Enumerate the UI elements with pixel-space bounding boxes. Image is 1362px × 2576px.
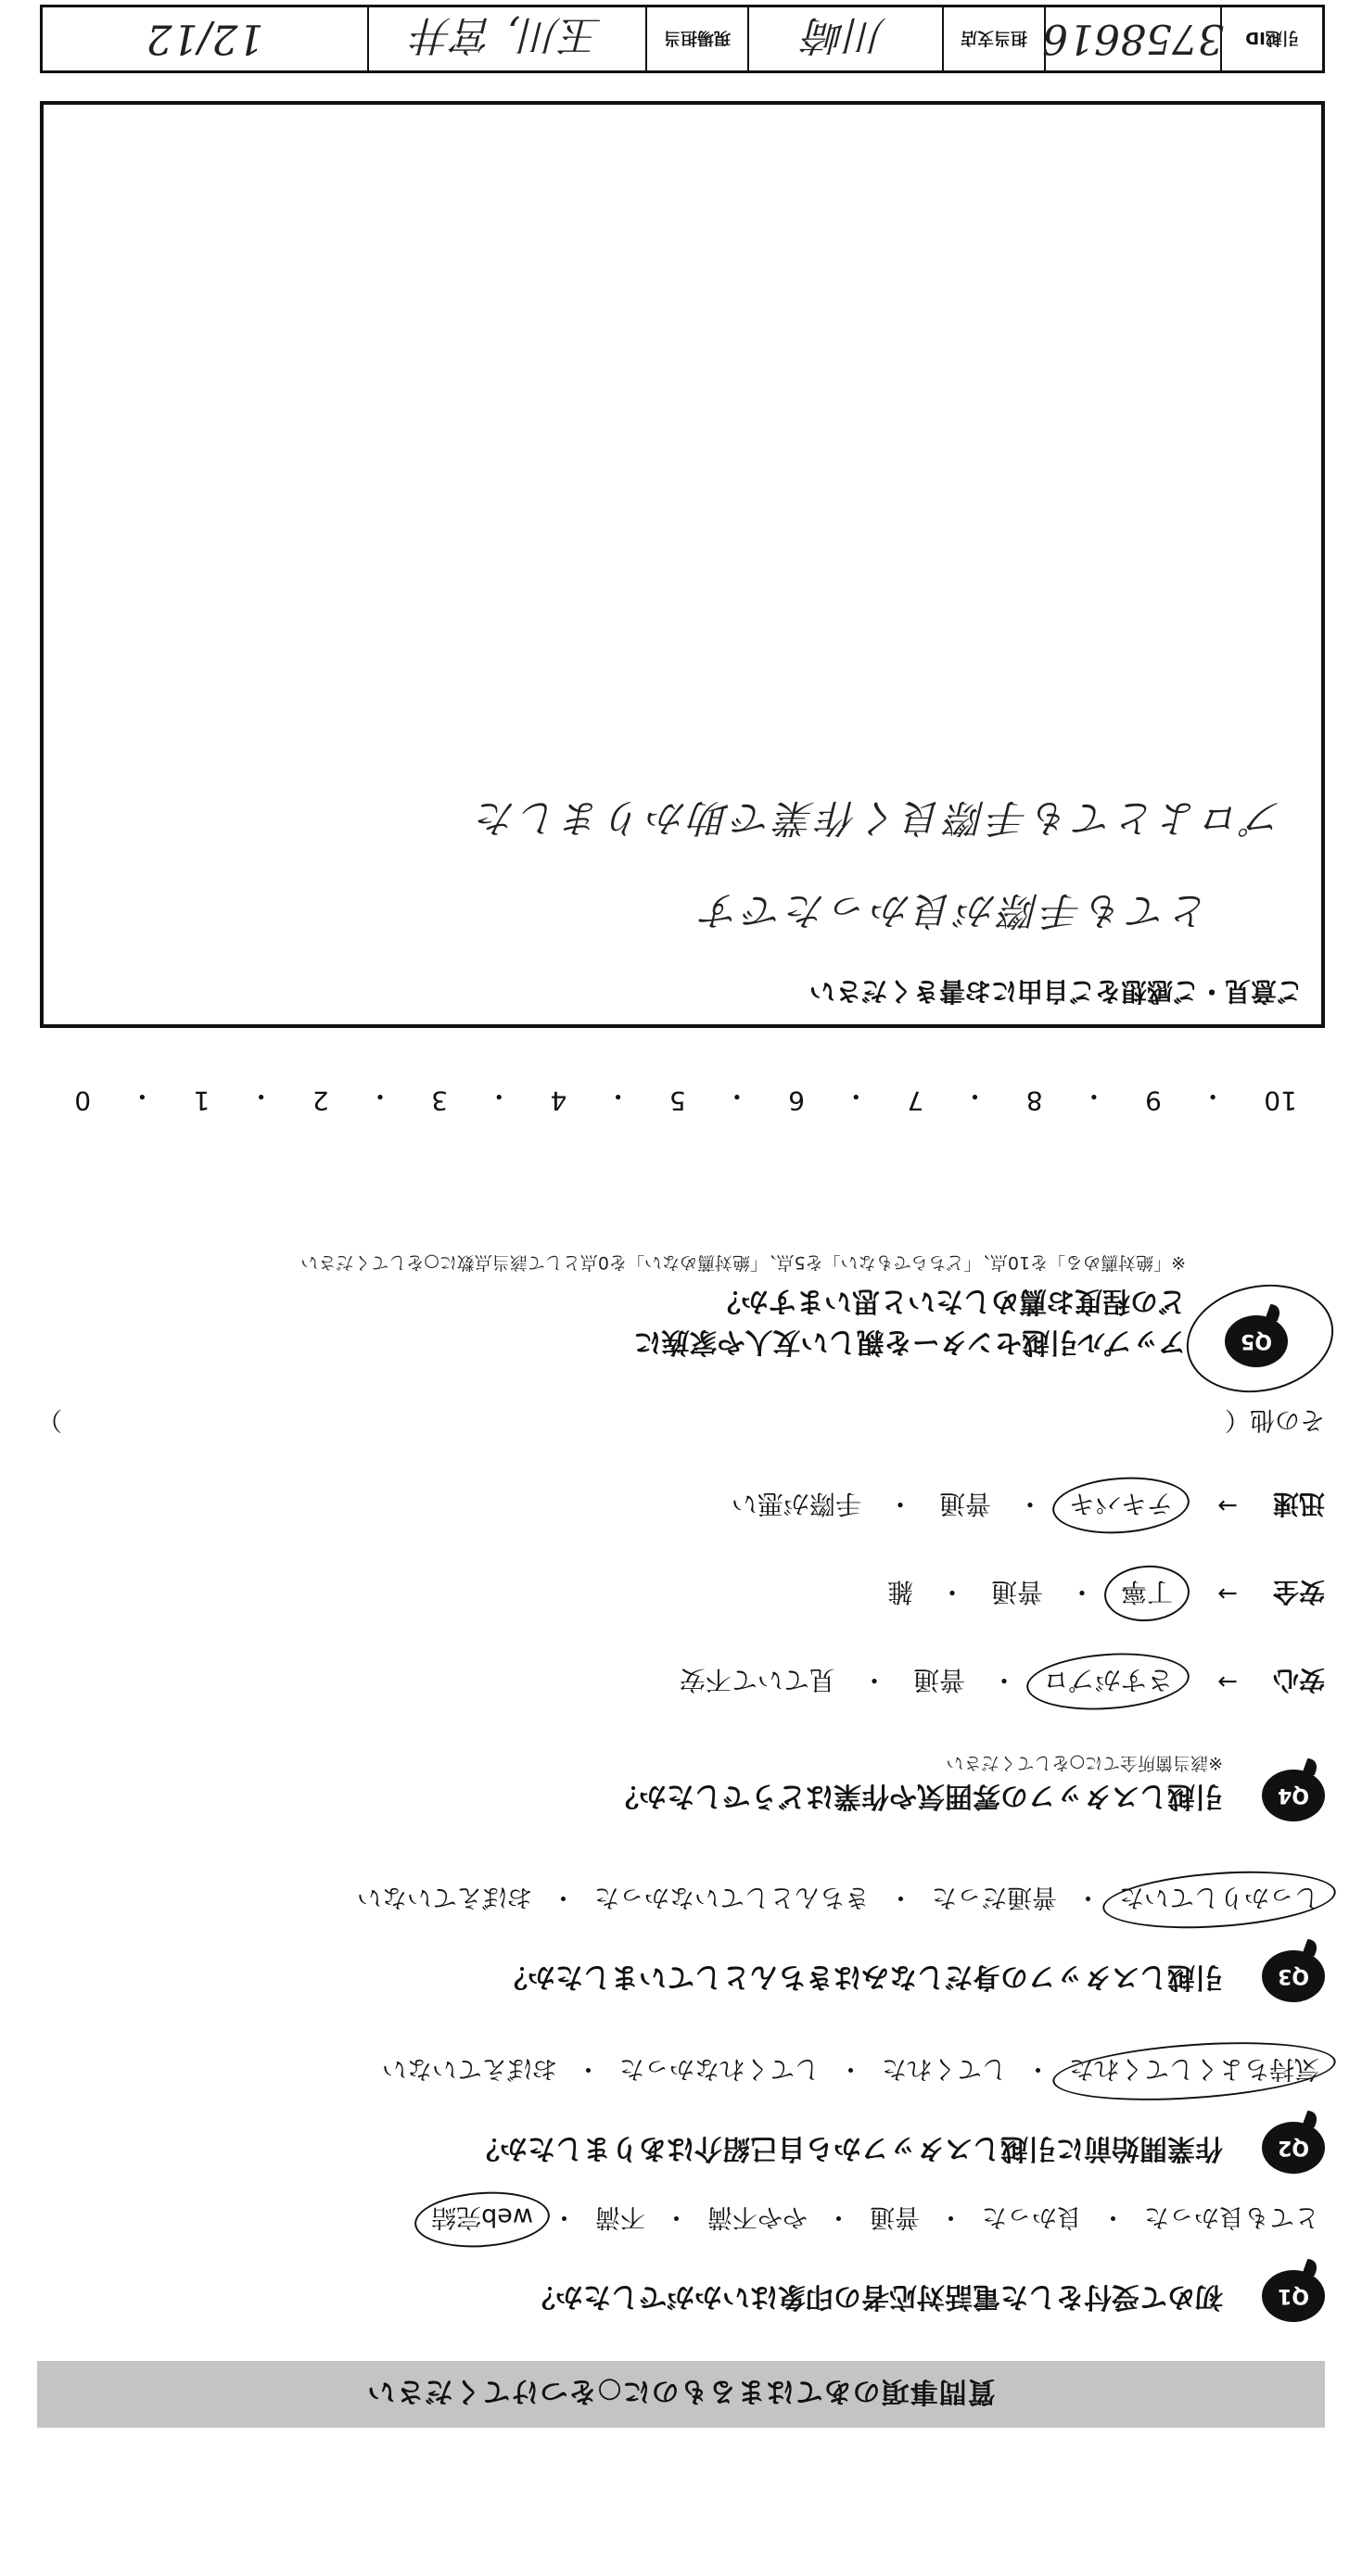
q4-option-selected[interactable]: テキパキ bbox=[1063, 1487, 1178, 1524]
q3-option-selected[interactable]: しっかりしていた bbox=[1114, 1882, 1325, 1918]
q4-row-anzen: 安全 → 丁寧 ・ 普通 ・ 雑 bbox=[37, 1575, 1325, 1612]
q4-row-label: 迅速 bbox=[1272, 1489, 1325, 1519]
comment-handwriting-line2: プロよとても手際良く作業で助かりました bbox=[473, 795, 1284, 841]
branch-label: 担当支店 bbox=[961, 28, 1027, 47]
q4-badge: Q4 bbox=[1262, 1770, 1325, 1821]
comment-title: ご意見・ご感想をご自由にお書きください bbox=[808, 976, 1303, 1007]
q1-options: とても良かった ・ 良かった ・ 普通 ・ やや不満 ・ 不満 ・ web完結 bbox=[37, 2202, 1325, 2238]
q2-badge: Q2 bbox=[1262, 2122, 1325, 2174]
arrow-icon: → bbox=[1217, 1580, 1238, 1607]
id-table bbox=[40, 5, 1325, 73]
q4-other-close: ） bbox=[37, 1405, 62, 1434]
scale-value[interactable]: 8 bbox=[1025, 1085, 1043, 1116]
q2-option[interactable]: してくれなかった bbox=[619, 2054, 820, 2083]
q1-option[interactable]: 良かった bbox=[982, 2202, 1082, 2231]
q5-text-line2: どの程度お薦めしたいと思いますか？ bbox=[713, 1285, 1186, 1317]
q4-option[interactable]: 普通 bbox=[912, 1665, 965, 1695]
scale-value[interactable]: 1 bbox=[193, 1085, 210, 1116]
q4-row-jinsoku: 迅速 → テキパキ ・ 普通 ・ 手際が悪い bbox=[37, 1487, 1325, 1524]
q3-option[interactable]: 普通だった bbox=[932, 1883, 1057, 1911]
q4-row-anshin: 安心 → さすがプロ ・ 普通 ・ 見ていて不安 bbox=[37, 1663, 1325, 1700]
q4-other-label[interactable]: その他（ bbox=[1225, 1405, 1325, 1434]
q3-options: しっかりしていた ・ 普通だった ・ きちんとしていなかった ・ おぼえていない bbox=[37, 1882, 1325, 1918]
q1-badge: Q1 bbox=[1262, 2270, 1325, 2322]
branch-value: 川崎 bbox=[805, 11, 886, 58]
instruction-banner: 質問事項のあてはまるものに○をつけてください bbox=[37, 2361, 1325, 2428]
q1-option-selected[interactable]: web完結 bbox=[426, 2202, 539, 2238]
q5-text-line1: アップル引越センターを親しい友人や家族に bbox=[633, 1326, 1186, 1358]
q2-option[interactable]: おぼえていない bbox=[382, 2054, 557, 2083]
q3-text: 引越しスタッフの身だしなみはきちんとしていましたか？ bbox=[500, 1961, 1223, 1993]
question-1 bbox=[37, 2276, 1310, 2316]
q5-badge: Q5 bbox=[1225, 1315, 1288, 1367]
q4-note: ※該当箇所全てに○をしてください bbox=[946, 1753, 1223, 1773]
question-4 bbox=[37, 1751, 1310, 1816]
q2-option[interactable]: してくれた bbox=[882, 2054, 1007, 2083]
question-3 bbox=[37, 1956, 1310, 1997]
q3-option[interactable]: きちんとしていなかった bbox=[594, 1883, 870, 1911]
q4-option[interactable]: 手際が悪い bbox=[731, 1489, 861, 1519]
q3-badge: Q3 bbox=[1262, 1950, 1325, 2002]
q4-row-label: 安心 bbox=[1272, 1665, 1325, 1695]
q3-option[interactable]: おぼえていない bbox=[357, 1883, 532, 1911]
q4-option[interactable]: 普通 bbox=[938, 1489, 991, 1519]
date-value: 12/12 bbox=[146, 15, 264, 63]
q4-option[interactable]: 見ていて不安 bbox=[679, 1665, 835, 1695]
scale-value[interactable]: 7 bbox=[907, 1085, 924, 1116]
q4-row-label: 安全 bbox=[1272, 1577, 1325, 1607]
q4-option[interactable]: 普通 bbox=[990, 1577, 1043, 1607]
q4-text: 引越しスタッフの雰囲気や作業はどうでしたか？ bbox=[611, 1780, 1223, 1812]
scale-value[interactable]: 10 bbox=[1264, 1085, 1297, 1116]
arrow-icon: → bbox=[1217, 1668, 1238, 1695]
q1-option[interactable]: 不満 bbox=[595, 2202, 645, 2231]
comment-handwriting-line1: とても手際が良かったです bbox=[697, 888, 1210, 933]
q4-other bbox=[37, 1404, 1325, 1440]
q5-note: ※「絶対薦める」を10点、「どちらでもない」を5点、「絶対薦めない」を0点として該当点数に○をしてください bbox=[300, 1252, 1186, 1273]
q1-option[interactable]: とても良かった bbox=[1144, 2202, 1319, 2231]
q4-option-selected[interactable]: 丁寧 bbox=[1115, 1575, 1178, 1612]
id-label: 引越ID bbox=[1245, 28, 1299, 47]
q4-option[interactable]: 雑 bbox=[886, 1577, 913, 1607]
staff-label: 現場担当 bbox=[664, 28, 731, 47]
q5-scale: 10 ・ 9 ・ 8 ・ 7 ・ 6 ・ 5 ・ 4 ・ 3 ・ 2 ・ 1 ・ 0 bbox=[74, 1081, 1297, 1116]
id-value: 3758616 bbox=[1042, 15, 1224, 63]
staff-value: 玉川, 宮井 bbox=[413, 11, 602, 58]
q1-option[interactable]: 普通 bbox=[870, 2202, 920, 2231]
q2-option-selected[interactable]: 気持ちよくしてくれた bbox=[1063, 2053, 1325, 2089]
q1-text: 初めて受付をした電話対応者の印象はいかがでしたか？ bbox=[528, 2280, 1223, 2313]
q2-text: 作業開始前に引越しスタッフから自己紹介はありましたか？ bbox=[472, 2132, 1223, 2164]
arrow-icon: → bbox=[1217, 1491, 1238, 1519]
question-2 bbox=[37, 2127, 1310, 2168]
q2-options: 気持ちよくしてくれた ・ してくれた ・ してくれなかった ・ おぼえていない bbox=[37, 2053, 1325, 2089]
scale-value[interactable]: 0 bbox=[74, 1085, 92, 1116]
scale-value[interactable]: 2 bbox=[312, 1085, 329, 1116]
scale-value[interactable]: 9 bbox=[1145, 1085, 1162, 1116]
scale-value[interactable]: 4 bbox=[550, 1085, 567, 1116]
q4-option-selected[interactable]: さすがプロ bbox=[1037, 1663, 1178, 1700]
comment-box[interactable] bbox=[40, 101, 1325, 1028]
scale-value[interactable]: 5 bbox=[668, 1085, 686, 1116]
question-5 bbox=[45, 1176, 1325, 1362]
scale-value[interactable]: 3 bbox=[431, 1085, 448, 1116]
scale-value[interactable]: 6 bbox=[788, 1085, 805, 1116]
q1-option[interactable]: やや不満 bbox=[707, 2202, 808, 2231]
